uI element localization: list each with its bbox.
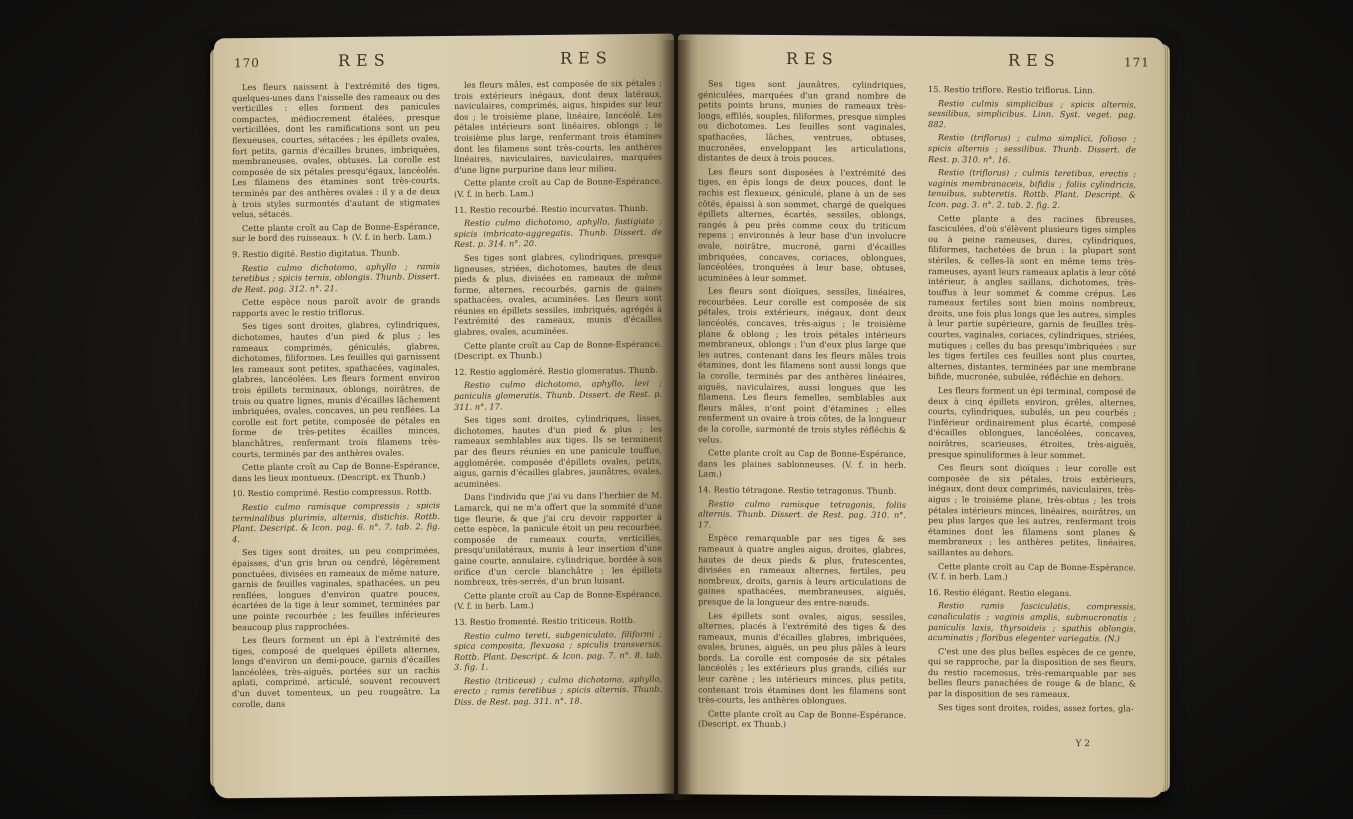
paragraph-entry: 11. Restio recourbé. Restio incurvatus. Thunb. [454,202,648,215]
paragraph-latin: Restio culmo ramisque tetragonis, foliis alternis. Thunb. Dissert. de Rest. pag. 310. n°. 17. [698,498,906,530]
left-header-word-right: RES [560,48,613,68]
paragraph-entry: 14. Restio tétragone. Restio tetragonus. Thunb. [698,484,897,496]
paragraph-latin: Restio (triflorus) ; culmo simplici, folioso ; spicis alternis ; sessilibus. Thunb. Dissert. de Rest. p. 310. n°. 16. [928,132,1136,165]
paragraph-text: Les fleurs sont disposées à l'extrémité des tiges, en épis longs de deux pouces, dont le rachis est flexueux, géniculé, plane à un de ses côtés, épaissi à son sommet, chargé de quelques épillets alternes, écartés, sessiles, oblongs, rangés à peu près comme ceux du triticum repens ; environnés à leur base d'un involucre ovale, noirâtre, mucroné, garni d'écailles imbriquées, concaves, coriaces, oblongues, lancéolées, tronquées à leur base, obtuses, acuminées à leur sommet. [698,166,906,283]
paragraph-text: Ses tiges sont glabres, cylindriques, presque ligneuses, striées, dichotomes, hautes de deux pieds & plus, divisées en rameaux de même forme, alternes, recourbés, garnis de gaines spathacées, ovales, acuminées. Les fleurs sont réunies en épillets sessiles, imbriqués, agrégés à l'extrémité des rameaux, munis d'écailles glabres, ovales, acuminées. [454,250,662,337]
paragraph-habitat: Cette plante croît au Cap de Bonne-Espérance, dans les lieux montueux. (Descript. ex Thunb.) [232,460,440,484]
paragraph-habitat: Cette plante croît au Cap de Bonne-Espérance, sur le bord des ruisseaux. ♄ (V. f. in herb. Lam.) [232,220,440,244]
gutter-shadow [662,40,692,800]
paragraph-text: Les épillets sont ovales, aigus, sessiles, alternes, placés à l'extrémité des tiges & des rameaux, munis d'écailles glabres, imbriquées, ovales, brunes, aiguës, un peu plus pâles à leurs bords. La corolle est composée de six pétales lancéolés ; les extérieurs plus grands, ciliés sur leur carène ; les intérieurs minces, plus petits, contenant trois étamines dont les filamens sont très-courts, les anthères oblongues. [698,610,906,706]
paragraph-text: Dans l'individu que j'ai vu dans l'herbier de M. Lamarck, qui ne m'a offert que la sommité d'une tige fleurie, & que j'ai cru devoir rapporter à cette espèce, la panicule étoit un peu recourbée, composée de rameaux courts, verticillés, presqu'unilatéraux, munis à leur insertion d'une gaine courte, annulaire, cylindrique, bordée à son orifice d'un cercle blanchâtre ; les épillets nombreux, très-serrés, d'un brun luisant. [454,490,662,588]
left-header-word-left: RES [338,50,391,71]
paragraph-text: C'est une des plus belles espèces de ce genre, qui se rapproche, par la disposition de ses fleurs, du restio racemosus, très-remarquable par ses belles fleurs panachées de rouge & de blanc, & par la disposition de ses rameaux. [928,645,1136,700]
paragraph-text: Ses tiges sont droites, un peu comprimées, épaisses, d'un gris brun ou cendré, légèrement ponctuées, divisées en rameaux de même nature, garnis de feuilles vaginales, spathacées, un peu renflées, longues d'environ quatre pouces, écartées de la tige à leur sommet, terminées par une pointe recourbée ; les feuilles inférieures beaucoup plus rapprochées. [232,545,440,632]
paragraph-latin: Restio ramis fasciculatis, compressis, canaliculatis ; vaginis amplis, submucronatis ; paniculis laxis, thyrsoideis ; spathis oblongis, acuminatis ; floribus elegenter variegatis. (N.) [928,600,1136,644]
right-page [678,34,1164,797]
right-page-column-1 [698,78,906,735]
signature-mark: Y 2 [1075,739,1090,750]
paragraph-entry: 12. Restio aggloméré. Restio glomeratus. Thunb. [454,364,658,377]
right-header-word-left: RES [786,49,839,69]
paragraph-latin: Restio culmis simplicibus ; spicis alternis, sessilibus, simplicibus. Linn. Syst. veget. pag. 882. [928,97,1136,129]
paragraph-habitat: Cette plante croît au Cap de Bonne-Espérance. (Descript. ex Thunb.) [698,708,906,730]
paragraph-entry: 15. Restio triflore. Restio triflorus. Linn. [928,84,1096,96]
paragraph-text: les fleurs mâles, est composée de six pétales ; trois extérieurs inégaux, dont deux latéraux, naviculaires, comprimés, aigus, hispides sur leur dos ; le troisième plane, linéaire, lancéolé. Les pétales intérieurs sont linéaires, oblongs ; le troisième plus large, renfermant trois étamines dont les filamens sont très-courts, les anthères linéaires, naviculaires, naviculaires, marquées d'une ligne purpurine dans leur milieu. [454,77,662,175]
paragraph-text: Cette espèce nous paroît avoir de grands rapports avec le restio triflorus. [232,295,440,319]
paragraph-entry: 16. Restio élégant. Restio elegans. [928,586,1072,598]
paragraph-text: Les fleurs sont dioïques, sessiles, linéaires, recourbées. Leur corolle est composée de six pétales, trois extérieurs, inégaux, dont deux lancéolés, concaves, très-aigus ; le troisième plane & oblong ; les trois pétales intérieurs membraneux, oblongs ; l'un d'eux plus large que les autres, contenant dans les fleurs mâles trois étamines, dont les filamens sont aussi longs que la corolle, terminés par des anthères linéaires, aiguës, naviculaires, aussi longues que les filamens. Les fleurs femelles, semblables aux fleurs mâles, n'ont point d'étamines ; elles renferment un ovaire à trois côtes, de la longueur de la corolle, surmonté de trois styles réfléchis & velus. [698,285,906,445]
paragraph-latin: Restio culmo dichotomo, aphyllo ; ramis teretibus ; spicis ternis, oblongis. Thunb. Dissert. de Rest. pag. 312. n°. 21. [232,260,440,294]
paragraph-habitat: Cette plante croît au Cap de Bonne-Espérance. (V. f. in herb. Lam.) [454,176,662,199]
paragraph-habitat: Cette plante croît au Cap de Bonne-Espérance. (V. f. in herb. Lam.) [454,588,662,612]
paragraph-latin: Restio culmo dichotomo, aphyllo, fastigiato ; spicis imbricato-aggregatis. Thunb. Dissert. de Rest. p. 314. n°. 20. [454,215,662,250]
paragraph-text: Ses tiges sont droites, roides, assez fortes, gla- [938,701,1134,714]
paragraph-text: Les fleurs forment un épi terminal, composé de deux à cinq épillets environ, grêles, alternes, courts, cylindriques, subulés, un peu courbés ; l'inférieur ordinairement plus écarté, composé d'écailles oblongues, lancéolées, concaves, noirâtres, scarieuses, étroites, très-aiguës, presque spinuliformes à leur sommet. [928,385,1136,460]
right-page-column-2 [928,80,1136,717]
left-running-head [214,48,674,79]
right-page-number: 171 [1124,55,1150,70]
paragraph-text: Ses tiges sont droites, cylindriques, lisses, dichotomes, hautes d'un pied & plus ; les rameaux semblables aux tiges. Ils se terminent par des fleurs réunies en une panicule touffue, agglomérée, composée d'épillets ovales, petits, aigus, garnis d'écailles glabres, jaunâtres, ovales, acuminées. [454,412,662,489]
paragraph-latin: Restio culmo dichotomo, aphyllo, levi ; paniculis glomeratis. Thunb. Dissert. de Rest. p. 311. n°. 17. [454,378,662,412]
paragraph-text: Cette plante a des racines fibreuses, fasciculées, d'où s'élèvent plusieurs tiges simples ou à peine rameuses, dures, cylindriques, filiformes, tachetées de brun : la plupart sont stériles, & celles-là sont en même tems très-rameuses, ayant leurs rameaux aplatis à leur côté intérieur, à angles saillans, dichotomes, très-touffus à leur sommet & comme crépus. Les rameaux fertiles sont bien moins nombreux, droits, une fois plus longs que les autres, simples à leur partie supérieure, garnis de feuilles très-courtes, vaginales, coriaces, cylindriques, striées, mutiques ; celles du bas presqu'imbriquées : sur les tiges fertiles ces feuilles sont plus courtes, alternes, distantes, terminées par une membrane bifide, mucronée, subulée, réfléchie en dehors. [928,212,1136,383]
paragraph-entry: 9. Restio digité. Restio digitatus. Thunb. [232,247,400,260]
paragraph-entry: 10. Restio comprimé. Restio compressus. Rottb. [232,486,432,499]
paragraph-latin: Restio (triflorus) ; culmis teretibus, erectis ; vaginis membranaceis, bifidis ; foliis cylindricis, tenuibus, subteretis. Rottb. Plant. Descript. & Icon. pag. 3. n°. 2. tab. 2. fig. 2. [928,167,1136,210]
paragraph-text: Ses tiges sont droites, glabres, cylindriques, dichotomes, hautes d'un pied & plus ; les rameaux comprimés, géniculés, glabres, dichotomes, filiformes. Les feuilles qui garnissent les rameaux sont petites, spathacées, vaginales, glabres, lancéolées. Les fleurs forment environ trois épillets terminaux, oblongs, noirâtres, de trois ou quatre lignes, munis d'écailles lâchement imbriquées, ovales, concaves, un peu renflées. La corolle est fort petite, composée de pétales en forme de très-petites écailles minces, blanchâtres, renfermant trois filamens très-courts, terminés par des anthères ovales. [232,319,440,459]
right-running-head [678,48,1164,77]
paragraph-latin: Restio (triticeus) ; culmo dichotomo, aphyllo, erecto ; ramis teretibus ; spicis alternis. Thunb. Diss. de Rest. pag. 311. n°. 18. [454,673,662,707]
paragraph-latin: Restio culmo ramisque compressis ; spicis terminalibus plurimis, alternis, distichis. Rottb. Plant. Descript. & Icon. pag. 6. n°. 7. tab. 2. fig. 4. [232,500,440,544]
paragraph-text: Espèce remarquable par ses tiges & ses rameaux à quatre angles aigus, droites, glabres, hautes de deux pieds & plus, frutescentes, divisées en rameaux alternes, fertiles, peu nombreux, droits, garnis à leurs articulations de gaines spathacées, membraneuses, aiguës, presque de la longueur des entre-nœuds. [698,532,906,608]
paragraph-entry: 13. Restio fromenté. Restio triticeus. Rottb. [454,614,636,627]
left-page-column-2 [454,78,662,711]
paragraph-habitat: Cette plante croît au Cap de Bonne-Espérance. (V. f. in herb. Lam.) [928,560,1136,582]
right-header-word-right: RES [1008,50,1061,70]
left-page [214,34,674,799]
paragraph-habitat: Cette plante croît au Cap de Bonne-Espérance, dans les plaines sablonneuses. (V. f. in herb. Lam.) [698,447,906,479]
paragraph-text: Les fleurs naissent à l'extrémité des tiges, quelques-unes dans l'aisselle des rameaux ou des verticilles : elles forment des panicules compactes, médiocrement étalées, presque verticillées, dont les ramifications sont un peu flexueuses, courtes, sétacées ; les épillets ovales, fort petits, garnis d'écailles brunes, imbriquées, membraneuses, ovales, obtuses. La corolle est composée de six pétales presqu'égaux, lancéolés. Les filamens des étamines sont très-courts, terminés par des anthères ovales : il y a de deux à trois styles surmontés d'autant de stigmates velus, sétacés. [232,80,440,220]
left-page-column-1 [232,80,440,712]
paragraph-text: Ces fleurs sont dioïques : leur corolle est composée de six pétales, trois extérieurs, inégaux, dont deux comprimés, naviculaires, très-aigus ; le troisième plane, très-obtus ; les trois pétales intérieurs minces, linéaires, noirâtres, un peu plus larges que les autres, renfermant trois étamines dont les filamens sont planes & membraneux ; les anthères petites, linéaires, saillantes au dehors. [928,462,1136,558]
paragraph-text: Ses tiges sont jaunâtres, cylindriques, géniculées, marquées d'un grand nombre de petits points bruns, munies de rameaux très-longs, effilés, souples, filiformes, presque simples ou dichotomes. Les feuilles sont vaginales, spathacées, lâches, ventrues, obtuses, mucronées, enveloppant les articulations, distantes de deux à trois pouces. [698,78,906,164]
paragraph-habitat: Cette plante croît au Cap de Bonne-Espérance. (Descript. ex Thunb.) [454,338,662,362]
paragraph-latin: Restio culmo tereti, subgeniculato, filiformi ; spica composita, flexuosa ; spiculis transversis. Rottb. Plant. Descript. & Icon. pag. 7. n°. 8. tab. 3. fig. 1. [454,628,662,673]
left-page-number: 170 [234,55,260,71]
paragraph-text: Les fleurs forment un épi à l'extrémité des tiges, composé de quelques épillets alternes, longs d'environ un demi-pouce, garnis d'écailles lancéolées, très-aiguës, portées sur un rachis aplati, comprimé, articulé, souvent recouvert d'un duvet tomenteux, un peu rougeâtre. La corolle, dans [232,633,440,709]
